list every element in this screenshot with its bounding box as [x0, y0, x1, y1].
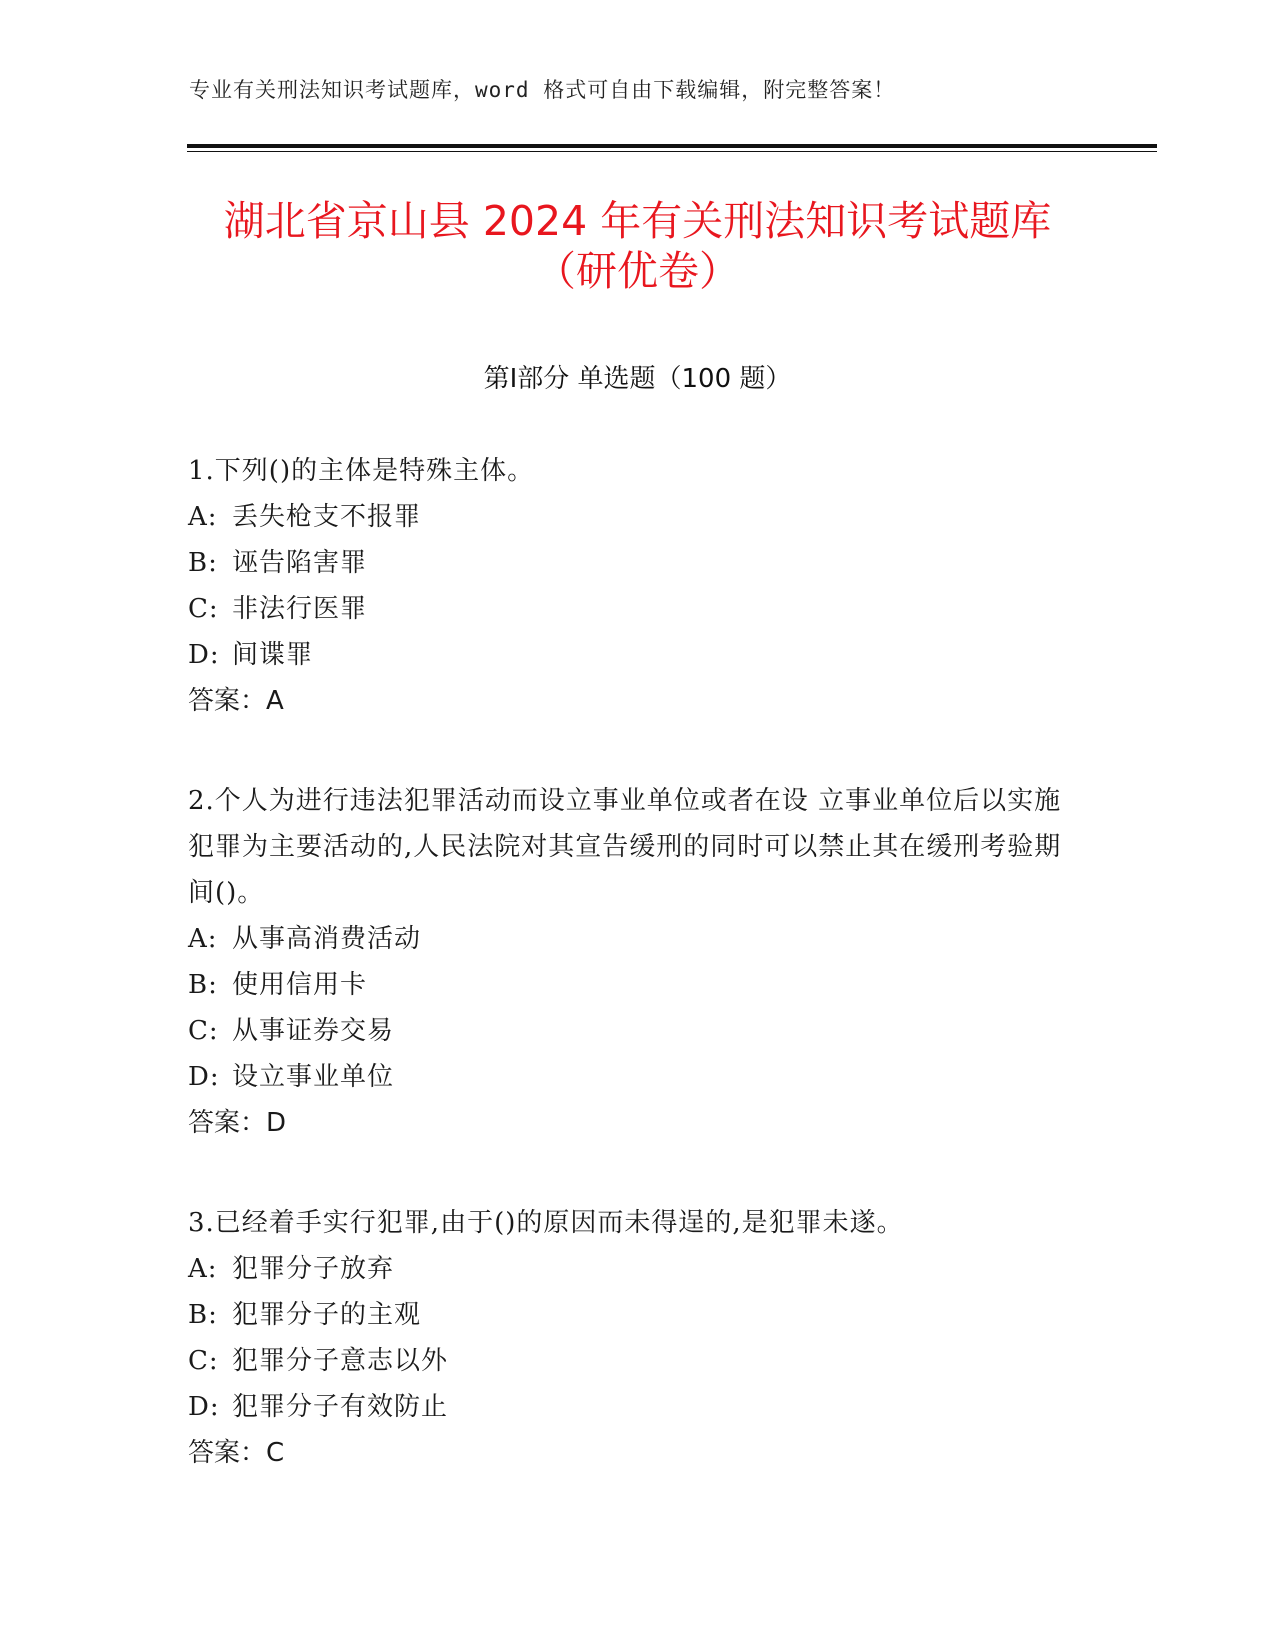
option-d [188, 632, 1088, 678]
option-text: 从事证券交易 [232, 1016, 395, 1046]
option-letter: D: [188, 1062, 220, 1092]
option-c [188, 586, 1088, 632]
option-text: 犯罪分子放弃 [232, 1254, 395, 1284]
question-spacer [188, 1146, 1088, 1200]
answer-line: 答案：A [188, 686, 284, 716]
document-title [0, 196, 1275, 296]
option-b [188, 962, 1088, 1008]
option-letter: D: [188, 1392, 220, 1422]
option-letter: A: [188, 924, 218, 954]
option-d [188, 1384, 1088, 1430]
option-a [188, 916, 1088, 962]
question-stem: 2.个人为进行违法犯罪活动而设立事业单位或者在设 立事业单位后以实施犯罪为主要活动的,人民法院对其宣告缓刑的同时可以禁止其在缓刑考验期间()。 [188, 786, 1062, 908]
option-letter: D: [188, 640, 220, 670]
header-divider-thin [187, 151, 1157, 152]
option-letter: A: [188, 1254, 218, 1284]
option-a [188, 494, 1088, 540]
option-c [188, 1008, 1088, 1054]
option-b [188, 1292, 1088, 1338]
option-letter: B: [188, 1300, 218, 1330]
option-letter: B: [188, 548, 218, 578]
header-note: 专业有关刑法知识考试题库，word 格式可自由下载编辑，附完整答案！ [189, 78, 896, 102]
option-text: 丢失枪支不报罪 [232, 502, 422, 532]
option-text: 诬告陷害罪 [232, 548, 368, 578]
option-text: 犯罪分子的主观 [232, 1300, 422, 1330]
question-stem: 1.下列()的主体是特殊主体。 [188, 456, 535, 486]
option-text: 间谍罪 [232, 640, 314, 670]
option-a [188, 1246, 1088, 1292]
option-text: 使用信用卡 [232, 970, 368, 1000]
option-letter: C: [188, 1346, 219, 1376]
question-2 [188, 778, 1088, 1146]
option-letter: C: [188, 594, 219, 624]
document-title-line1: 湖北省京山县 2024 年有关刑法知识考试题库 [223, 197, 1052, 245]
question-list [188, 448, 1088, 1476]
option-text: 犯罪分子意志以外 [232, 1346, 449, 1376]
header-divider-thick [187, 144, 1157, 148]
document-title-line2: （研优卷） [535, 247, 740, 295]
option-text: 犯罪分子有效防止 [232, 1392, 449, 1422]
question-spacer [188, 724, 1088, 778]
section-heading: 第Ⅰ部分 单选题（100 题） [483, 364, 792, 394]
option-d [188, 1054, 1088, 1100]
answer-line: 答案：C [188, 1438, 285, 1468]
option-text: 从事高消费活动 [232, 924, 422, 954]
question-stem: 3.已经着手实行犯罪,由于()的原因而未得逞的,是犯罪未遂。 [188, 1208, 904, 1238]
option-c [188, 1338, 1088, 1384]
option-text: 设立事业单位 [232, 1062, 395, 1092]
option-text: 非法行医罪 [232, 594, 368, 624]
question-1 [188, 448, 1088, 724]
answer-line: 答案：D [188, 1108, 287, 1138]
option-letter: B: [188, 970, 218, 1000]
question-3 [188, 1200, 1088, 1476]
option-letter: A: [188, 502, 218, 532]
option-b [188, 540, 1088, 586]
option-letter: C: [188, 1016, 219, 1046]
